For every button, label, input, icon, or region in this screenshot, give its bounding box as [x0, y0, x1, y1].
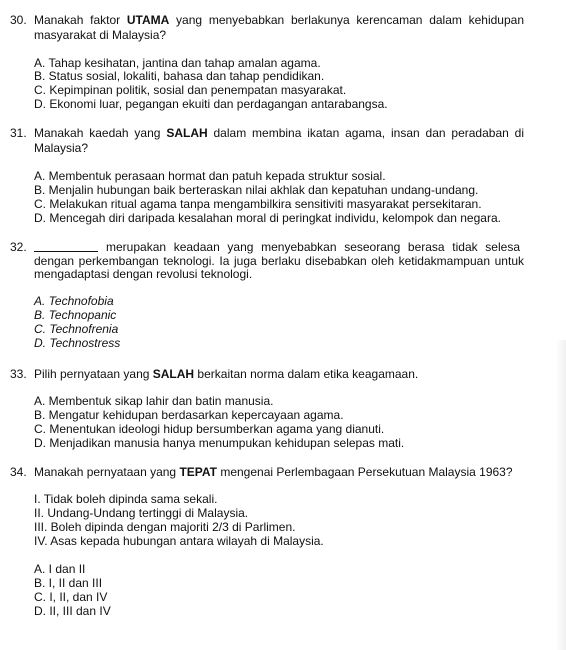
option-b: B. Mengatur kehidupan berdasarkan kepercayaan agama.	[34, 408, 344, 422]
statement-iii: III. Boleh dipinda dengan majoriti 2/3 di Parlimen.	[34, 520, 296, 534]
question-text-cont: masyarakat di Malaysia?	[34, 28, 167, 42]
question-number: 34.	[10, 465, 27, 479]
option-a: A. Technofobia	[34, 294, 114, 308]
option-d: D. Ekonomi luar, pegangan ekuiti dan perdagangan antarabangsa.	[34, 97, 388, 111]
question-number: 32.	[10, 240, 27, 254]
option-d: D. Technostress	[34, 336, 121, 350]
question-number: 31.	[10, 126, 27, 140]
option-d: D. II, III dan IV	[34, 604, 111, 618]
question-text-cont: Malaysia?	[34, 141, 89, 155]
option-d: D. Mencegah diri daripada kesalahan moral di peringkat individu, kelompok dan negara.	[34, 211, 501, 225]
question-text-cont: dengan perkembangan teknologi. Ia juga berlaku disebabkan oleh ketidakmampuan untuk	[34, 254, 524, 268]
question-number: 30.	[10, 13, 27, 27]
option-c: C. Kepimpinan politik, sosial dan penempatan masyarakat.	[34, 83, 347, 97]
question-text: merupakan keadaan yang menyebabkan seseorang berasa tidak selesa	[106, 240, 520, 254]
option-d: D. Menjadikan manusia hanya menumpukan kehidupan selepas mati.	[34, 436, 405, 450]
option-b: B. Status sosial, lokaliti, bahasa dan tahap pendidikan.	[34, 69, 325, 83]
statement-iv: IV. Asas kepada hubungan antara wilayah di Malaysia.	[34, 534, 324, 548]
option-a: A. I dan II	[34, 562, 86, 576]
option-c: C. Menentukan ideologi hidup bersumberkan agama yang dianuti.	[34, 422, 385, 436]
option-b: B. Technopanic	[34, 308, 117, 322]
question-text: Pilih pernyataan yang SALAH berkaitan norma dalam etika keagamaan.	[34, 367, 419, 381]
question-text: Manakah pernyataan yang TEPAT mengenai Perlembagaan Persekutuan Malaysia 1963?	[34, 465, 513, 479]
question-text: Manakah kaedah yang SALAH dalam membina ikatan agama, insan dan peradaban di	[34, 126, 524, 140]
question-text: Manakah faktor UTAMA yang menyebabkan berlakunya kerencaman dalam kehidupan	[34, 13, 525, 27]
option-c: C. Technofrenia	[34, 322, 119, 336]
statement-i: I. Tidak boleh dipinda sama sekali.	[34, 492, 218, 506]
question-number: 33.	[10, 367, 27, 381]
option-b: B. Menjalin hubungan baik berteraskan nilai akhlak dan kepatuhan undang-undang.	[34, 183, 479, 197]
option-a: A. Membentuk perasaan hormat dan patuh kepada struktur sosial.	[34, 169, 386, 183]
statement-ii: II. Undang-Undang tertinggi di Malaysia.	[34, 506, 249, 520]
option-a: A. Membentuk sikap lahir dan batin manusia.	[34, 394, 274, 408]
page-edge-shadow	[556, 340, 566, 650]
question-text-cont: mengadaptasi dengan revolusi teknologi.	[34, 267, 253, 281]
option-a: A. Tahap kesihatan, jantina dan tahap amalan agama.	[34, 56, 321, 70]
option-c: C. Melakukan ritual agama tanpa mengambilkira sensitiviti masyarakat persekitaran.	[34, 197, 482, 211]
option-c: C. I, II, dan IV	[34, 590, 108, 604]
answer-blank	[34, 241, 98, 255]
option-b: B. I, II dan III	[34, 576, 103, 590]
